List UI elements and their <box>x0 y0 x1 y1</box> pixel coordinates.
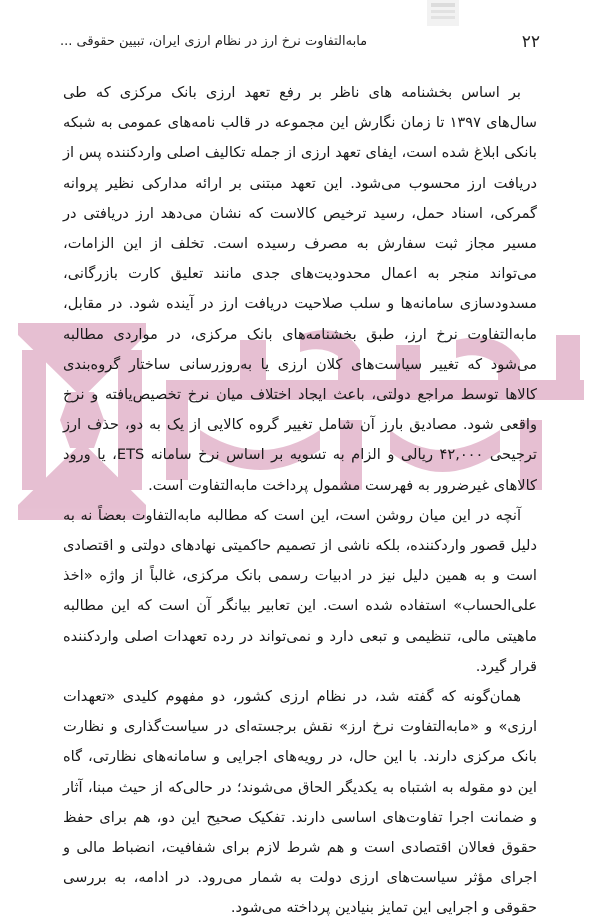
page-number: ۲۲ <box>521 32 540 52</box>
paragraph: آنچه در این میان روشن است، این است که مطالبه مابه‌التفاوت بعضاً نه به دلیل قصور واردکننده، بلکه ناشی از تصمیم حاکمیتی نهادهای دولتی و اقتصادی است و به همین دلیل نیز در ادبیات رسمی بانک مرکزی، غالباً از واژه «اخذ علی‌الحساب» استفاده شده است. این تعابیر بیانگر آن است که این مطالبه ماهیتی مالی، تنظیمی و تبعی دارد و نمی‌تواند در رده تعهدات اصلی واردکننده قرار گیرد. <box>63 506 537 675</box>
paragraph: بر اساس بخشنامه های ناظر بر رفع تعهد ارزی بانک مرکزی که طی سال‌های ۱۳۹۷ تا زمان نگارش این مجموعه در قالب نامه‌های عمومی به شبکه بانکی ابلاغ شده است، ایفای تعهد ارزی از جمله تکالیف اصلی واردکننده پس از دریافت ارز محسوب می‌شود. این تعهد مبتنی بر ارائه مدارکی نظیر پروانه گمرکی، اسناد حمل، رسید ترخیص کالاست که نشان می‌دهد ارز دریافتی در مسیر مجاز ثبت سفارش به مصرف رسیده است. تخلف از این الزامات، می‌تواند منجر به اعمال محدودیت‌های جدی مانند تعلیق کارت بازرگانی، مسدودسازی سامانه‌ها و سلب صلاحیت دریافت ارز در آینده شود. در مقابل، مابه‌التفاوت نرخ ارز، طبق بخشنامه‌های بانک مرکزی، در مواردی مطالبه می‌شود که تغییر سیاست‌های کلان ارزی یا به‌روزرسانی ساختار گروه‌بندی کالاها توسط مراجع دولتی، باعث ایجاد اختلاف میان نرخ تخصیص‌یافته و نرخ واقعی شود. مصادیق بارز آن شامل تغییر گروه کالایی از یک به دو، حذف ارز ترجیحی ۴۲,۰۰۰ ریالی و الزام به تسویه بر اساس نرخ سامانه ETS، یا ورود کالاهای غیرضرور به فهرست مشمول پرداخت مابه‌التفاوت است. <box>63 84 537 494</box>
library-stamp-icon <box>423 0 463 30</box>
running-title: مابه‌التفاوت نرخ ارز در نظام ارزی ایران، تبیین حقوقی ... <box>60 34 368 49</box>
body-text <box>63 78 537 924</box>
paragraph: همان‌گونه که گفته شد، در نظام ارزی کشور، دو مفهوم کلیدی «تعهدات ارزی» و «مابه‌التفاوت نرخ ارز» نقش برجسته‌ای در سیاست‌گذاری و نظارت بانک مرکزی دارند. با این حال، در رویه‌های اجرایی و سامانه‌های نظارتی، گاه این دو مقوله به اشتباه به یکدیگر الحاق می‌شوند؛ در حالی‌که از حیث مبنا، آثار و ضمانت اجرا تفاوت‌های اساسی دارند. تفکیک صحیح این دو، هم برای حفظ حقوق فعالان اقتصادی است و هم شرط لازم برای شفافیت، انضباط مالی و اجرای مؤثر سیاست‌های ارزی دولت به شمار می‌رود. در ادامه، به بررسی حقوقی و اجرایی این تمایز بنیادین پرداخته می‌شود. <box>63 688 537 917</box>
page-header <box>60 30 540 56</box>
